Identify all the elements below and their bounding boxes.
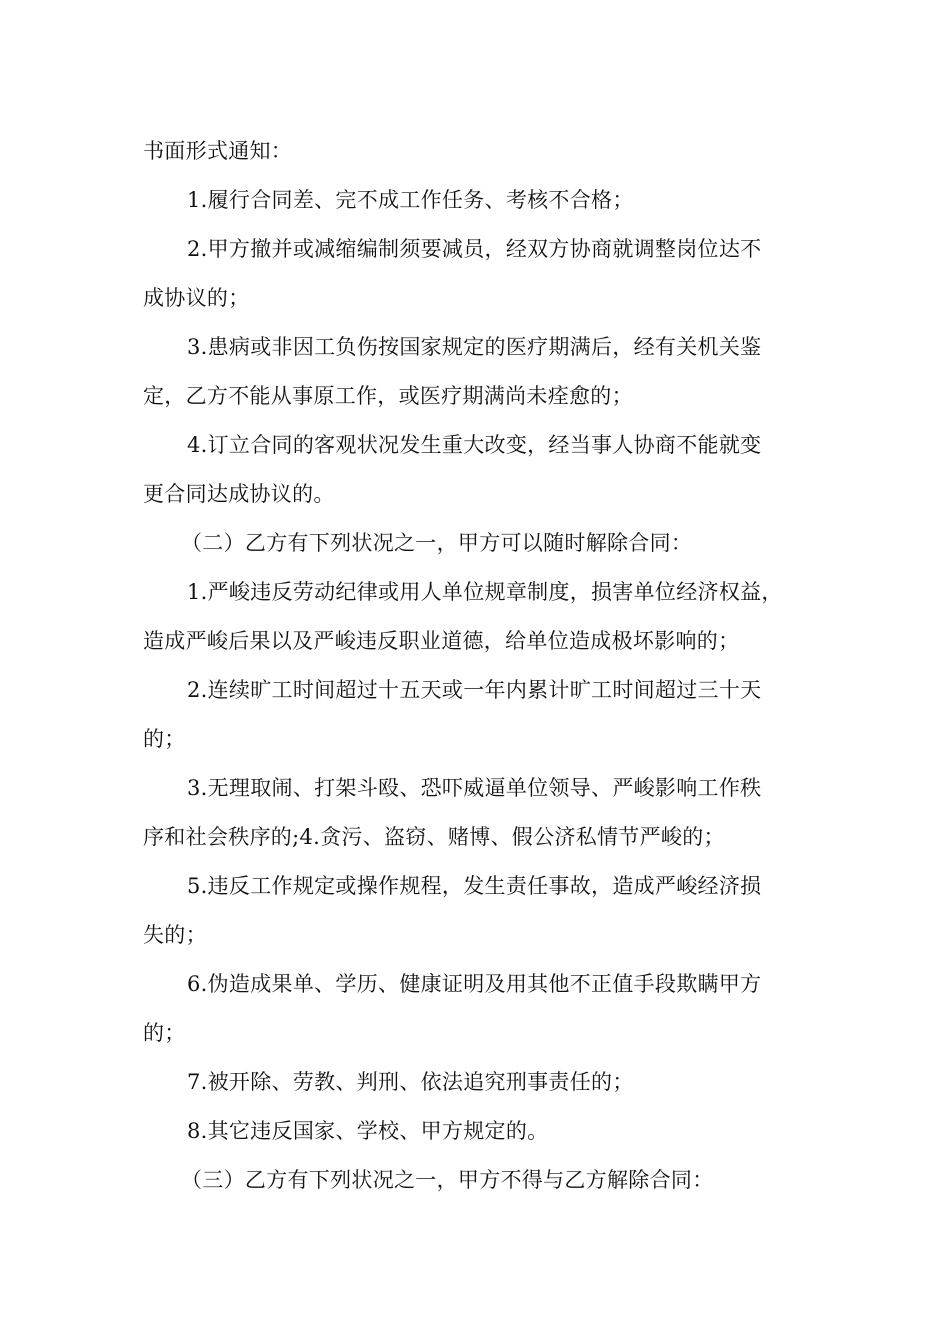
list-item: 6.伪造成果单、学历、健康证明及用其他不正值手段欺瞒甲方 bbox=[187, 972, 762, 996]
list-item: 3.患病或非因工负伤按国家规定的医疗期满后，经有关机关鉴 bbox=[187, 335, 762, 359]
list-item: 2.连续旷工时间超过十五天或一年内累计旷工时间超过三十天 bbox=[187, 678, 762, 702]
text-line: 的； bbox=[143, 727, 186, 751]
list-item: 8.其它违反国家、学校、甲方规定的。 bbox=[187, 1119, 549, 1143]
text-line: 造成严峻后果以及严峻违反职业道德，给单位造成极坏影响的； bbox=[143, 629, 740, 653]
text-line: 书面形式通知： bbox=[143, 139, 293, 163]
list-item: 7.被开除、劳教、判刑、依法追究刑事责任的； bbox=[187, 1070, 634, 1094]
list-item: 2.甲方撤并或减缩编制须要减员，经双方协商就调整岗位达不 bbox=[187, 237, 762, 261]
list-item: 4.订立合同的客观状况发生重大改变，经当事人协商不能就变 bbox=[187, 433, 762, 457]
text-line: 序和社会秩序的;4.贪污、盗窃、赌博、假公济私情节严峻的； bbox=[143, 825, 725, 849]
text-line: 成协议的； bbox=[143, 286, 250, 310]
text-line: 定，乙方不能从事原工作，或医疗期满尚未痊愈的； bbox=[143, 384, 633, 408]
list-item: 3.无理取闹、打架斗殴、恐吓威逼单位领导、严峻影响工作秩 bbox=[187, 776, 762, 800]
text-line: 失的； bbox=[143, 923, 207, 947]
section-heading: （二）乙方有下列状况之一，甲方可以随时解除合同： bbox=[181, 531, 693, 555]
document-body bbox=[143, 127, 813, 1205]
text-line: 更合同达成协议的。 bbox=[143, 482, 335, 506]
list-item: 5.违反工作规定或操作规程，发生责任事故，造成严峻经济损 bbox=[187, 874, 762, 898]
section-heading: （三）乙方有下列状况之一，甲方不得与乙方解除合同： bbox=[181, 1168, 714, 1192]
list-item: 1.严峻违反劳动纪律或用人单位规章制度，损害单位经济权益， bbox=[187, 580, 783, 604]
list-item: 1.履行合同差、完不成工作任务、考核不合格； bbox=[187, 188, 634, 212]
text-line: 的； bbox=[143, 1021, 186, 1045]
